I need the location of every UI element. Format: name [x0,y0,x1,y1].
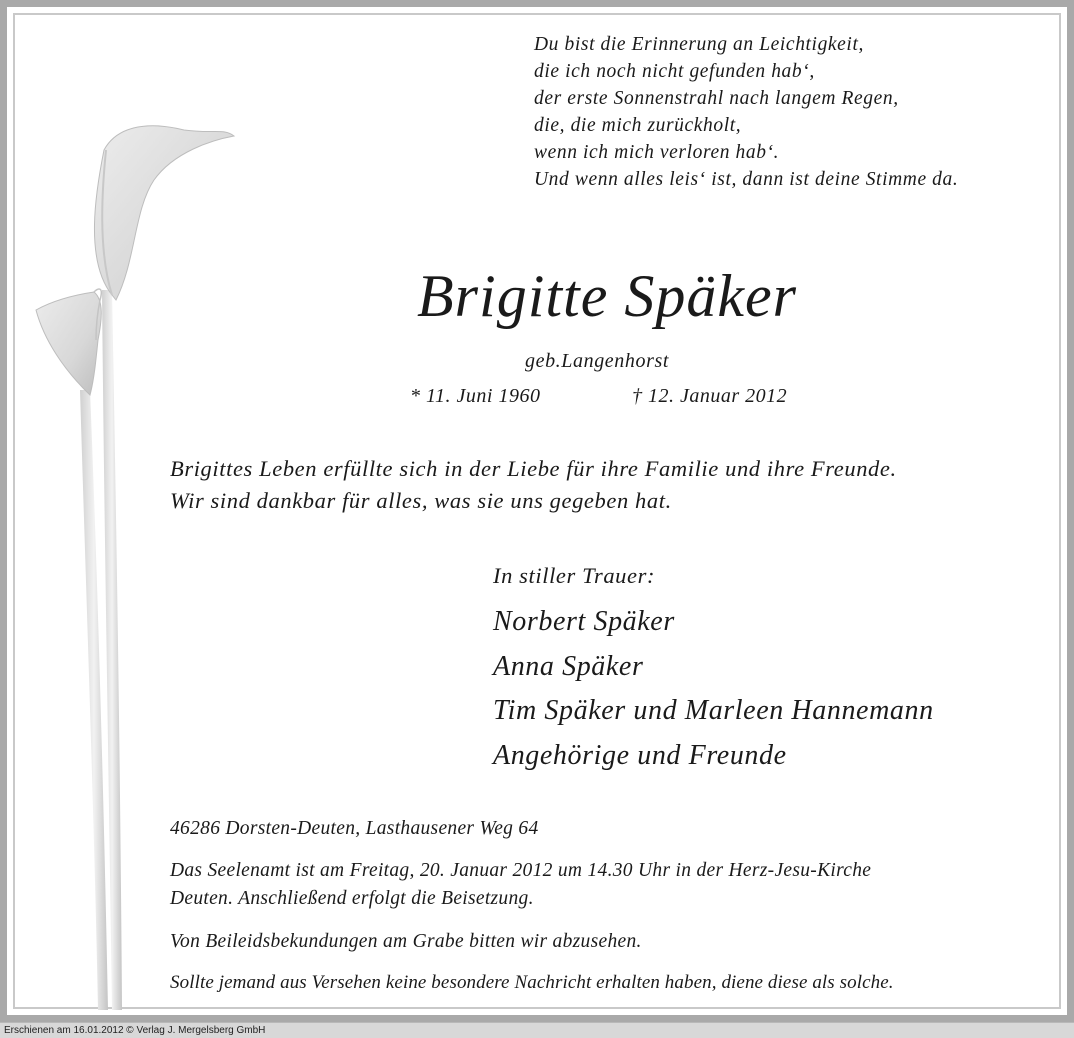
poem-line: die ich noch nicht gefunden hab‘, [534,61,815,82]
mourner-name: Tim Späker und Marleen Hannemann [493,695,934,726]
service-line: Das Seelenamt ist am Freitag, 20. Januar 2012 um 14.30 Uhr in der Herz-Jesu-Kirche [170,860,872,881]
poem-line: die, die mich zurückholt, [534,115,742,136]
poem [534,31,958,193]
mourning-intro: In stiller Trauer: [493,563,656,588]
tribute-line: Wir sind dankbar für alles, was sie uns gegeben hat. [170,488,672,513]
deceased-name: Brigitte Späker [417,263,797,329]
mourners-list [493,600,934,778]
poem-line: Du bist die Erinnerung an Leichtigkeit, [534,34,864,55]
service-info [170,857,871,913]
birth-date: * 11. Juni 1960 [410,385,541,407]
mourner-name: Norbert Späker [493,606,675,637]
condolences-note: Von Beileidsbekundungen am Grabe bitten wir abzusehen. [170,931,642,952]
poem-line: wenn ich mich verloren hab‘. [534,142,780,163]
mourner-name: Anna Späker [493,650,644,682]
tribute-text [170,453,897,517]
poem-line: der erste Sonnenstrahl nach langem Regen, [534,88,899,109]
notice-note: Sollte jemand aus Versehen keine besondere Nachricht erhalten haben, diene diese als solche. [170,972,894,993]
address: 46286 Dorsten-Deuten, Lasthausener Weg 64 [170,818,539,839]
mourner-name: Angehörige und Freunde [493,739,787,771]
death-date: † 12. Januar 2012 [632,385,788,407]
poem-line: Und wenn alles leis‘ ist, dann ist deine Stimme da. [534,169,959,190]
publication-footer: Erschienen am 16.01.2012 © Verlag J. Mergelsberg GmbH [0,1022,1074,1038]
service-line: Deuten. Anschließend erfolgt die Beisetzung. [170,888,534,909]
maiden-name: geb.Langenhorst [525,350,669,372]
tribute-line: Brigittes Leben erfüllte sich in der Liebe für ihre Familie und ihre Freunde. [170,456,897,481]
